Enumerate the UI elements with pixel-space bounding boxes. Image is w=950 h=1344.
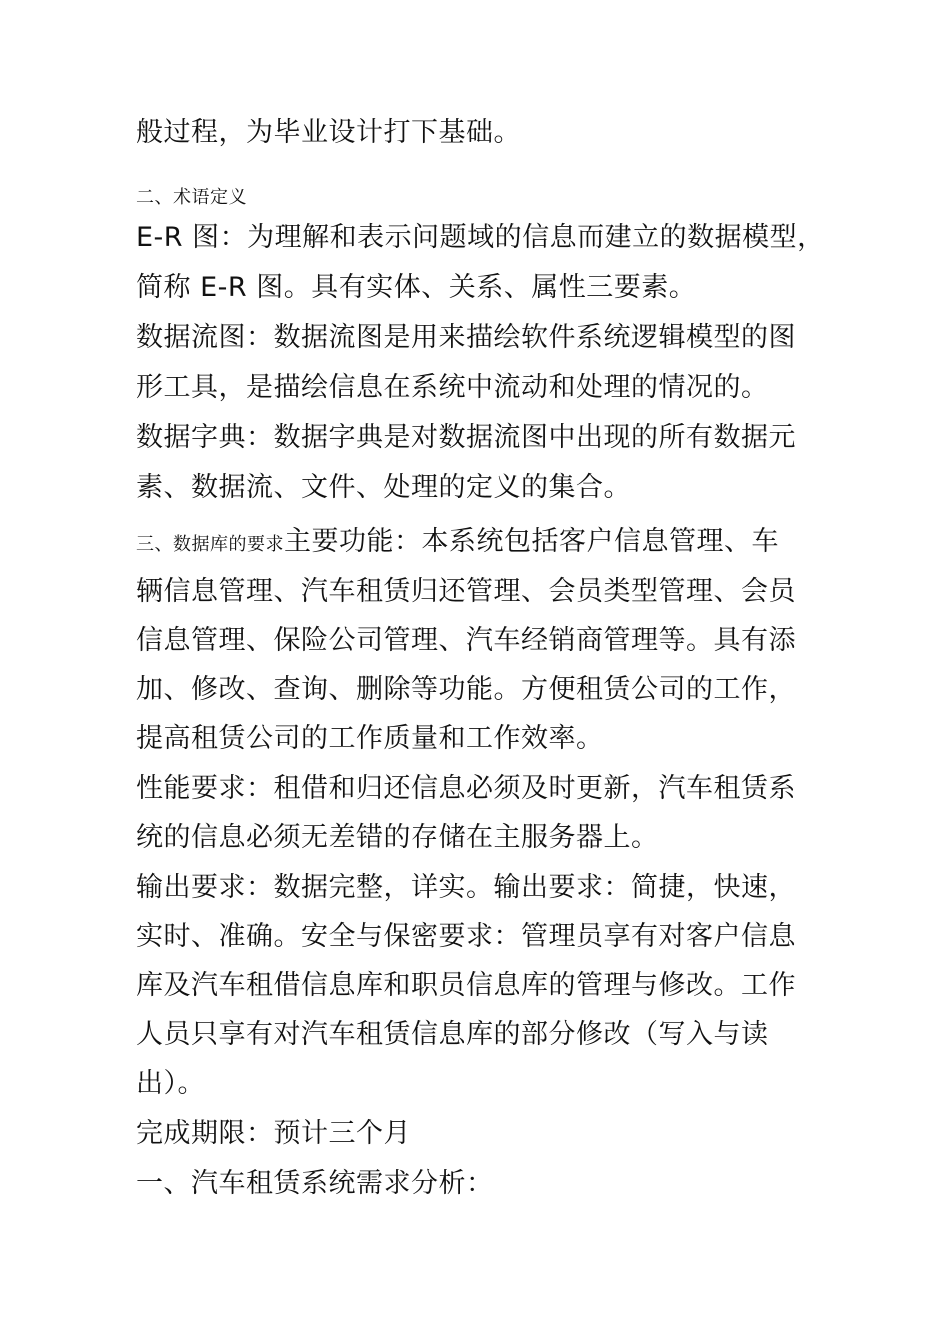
paragraph-line: 人员只享有对汽车租赁信息库的部分修改（写入与读 bbox=[136, 1019, 769, 1050]
paragraph-line: 加、修改、查询、删除等功能。方便租赁公司的工作， bbox=[136, 674, 796, 705]
paragraph-line: 信息管理、保险公司管理、汽车经销商管理等。具有添 bbox=[136, 625, 796, 656]
paragraph-line: 素、数据流、文件、处理的定义的集合。 bbox=[136, 472, 631, 503]
section-heading-terms: 二、术语定义 bbox=[136, 187, 247, 208]
paragraph-line: 完成期限：预计三个月 bbox=[136, 1118, 411, 1149]
paragraph-line: 输出要求：数据完整，详实。输出要求：简捷，快速， bbox=[136, 872, 796, 903]
section-heading-requirements-analysis: 一、汽车租赁系统需求分析： bbox=[136, 1168, 494, 1199]
paragraph-line: 般过程，为毕业设计打下基础。 bbox=[136, 117, 521, 148]
paragraph-line: 库及汽车租借信息库和职员信息库的管理与修改。工作 bbox=[136, 970, 796, 1001]
paragraph-line: 实时、准确。安全与保密要求：管理员享有对客户信息 bbox=[136, 921, 796, 952]
paragraph-line: 统的信息必须无差错的存储在主服务器上。 bbox=[136, 822, 659, 853]
paragraph-line: 简称 E-R 图。具有实体、关系、属性三要素。 bbox=[136, 272, 697, 303]
paragraph-line: 性能要求：租借和归还信息必须及时更新，汽车租赁系 bbox=[136, 773, 796, 804]
paragraph-line bbox=[136, 525, 779, 562]
paragraph-line: 数据字典：数据字典是对数据流图中出现的所有数据元 bbox=[136, 422, 796, 453]
paragraph-line: 提高租赁公司的工作质量和工作效率。 bbox=[136, 723, 604, 754]
section-heading-db-requirements: 三、数据库的要求 bbox=[136, 534, 284, 555]
paragraph-line: 形工具，是描绘信息在系统中流动和处理的情况的。 bbox=[136, 372, 769, 403]
paragraph-text: 主要功能：本系统包括客户信息管理、车 bbox=[284, 526, 779, 557]
paragraph-line: 数据流图：数据流图是用来描绘软件系统逻辑模型的图 bbox=[136, 322, 796, 353]
paragraph-line: 出）。 bbox=[136, 1068, 205, 1099]
paragraph-line: E-R 图：为理解和表示问题域的信息而建立的数据模型， bbox=[136, 222, 825, 253]
paragraph-line: 辆信息管理、汽车租赁归还管理、会员类型管理、会员 bbox=[136, 576, 796, 607]
